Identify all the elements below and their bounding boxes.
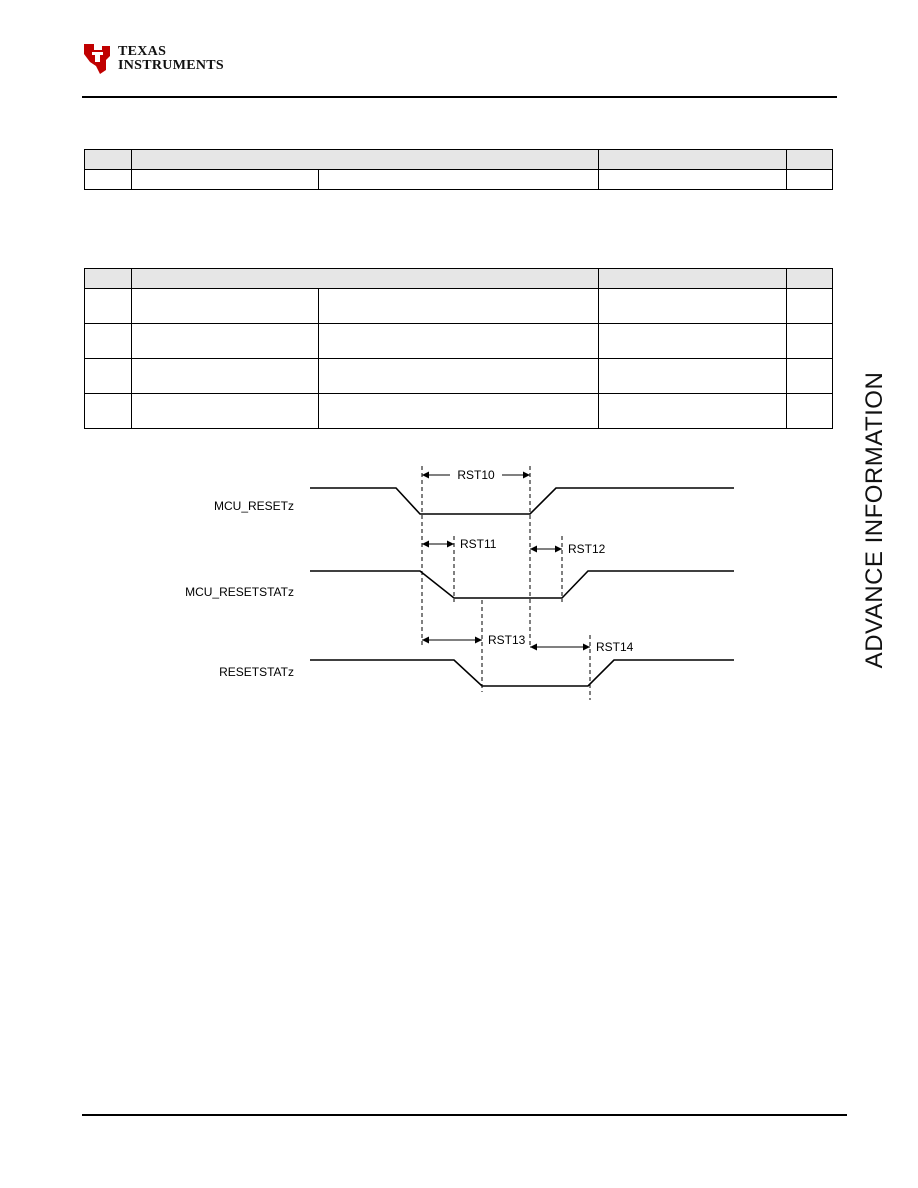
table-cell xyxy=(318,289,599,324)
table-cell xyxy=(787,289,833,324)
table-header-cell xyxy=(131,150,598,170)
header-divider xyxy=(82,96,837,98)
param-label-rst10: RST10 xyxy=(457,468,495,482)
table-cell xyxy=(131,394,318,429)
ti-logo-icon xyxy=(80,40,116,76)
table-cell xyxy=(787,394,833,429)
table-row xyxy=(85,324,833,359)
table-cell xyxy=(131,289,318,324)
table-header-cell xyxy=(85,150,132,170)
param-label-rst14: RST14 xyxy=(596,640,634,654)
table-header-row xyxy=(85,150,833,170)
table-header-cell xyxy=(599,269,787,289)
timing-reference-lines xyxy=(422,466,590,700)
ti-logo xyxy=(80,40,240,82)
table-cell xyxy=(85,394,132,429)
table-cell xyxy=(85,359,132,394)
waveform-mcu-resetz xyxy=(310,488,734,514)
table-row xyxy=(85,394,833,429)
spec-table-2 xyxy=(84,268,833,429)
reset-timing-diagram xyxy=(170,460,750,705)
table-cell xyxy=(131,359,318,394)
table-cell xyxy=(787,324,833,359)
table-cell xyxy=(599,359,787,394)
param-label-rst12: RST12 xyxy=(568,542,606,556)
ti-logo-wordmark xyxy=(118,45,224,73)
table-cell xyxy=(599,289,787,324)
table-header-row xyxy=(85,269,833,289)
table-cell xyxy=(318,170,599,190)
logo-line1: TEXAS xyxy=(118,44,167,59)
table-cell xyxy=(85,170,132,190)
table-header-cell xyxy=(599,150,787,170)
footer-divider xyxy=(82,1114,847,1116)
signal-label-resetstatz: RESETSTATz xyxy=(219,665,294,679)
table-cell xyxy=(599,170,787,190)
table-cell xyxy=(318,359,599,394)
param-label-rst13: RST13 xyxy=(488,633,526,647)
table-cell xyxy=(85,289,132,324)
table-cell xyxy=(131,170,318,190)
table-cell xyxy=(599,324,787,359)
waveform-mcu-resetstatz xyxy=(310,571,734,598)
table-cell xyxy=(318,324,599,359)
logo-line2: INSTRUMENTS xyxy=(118,58,224,73)
table-header-cell xyxy=(131,269,598,289)
table-row xyxy=(85,359,833,394)
table-cell xyxy=(787,359,833,394)
table-row xyxy=(85,289,833,324)
waveform-resetstatz xyxy=(310,660,734,686)
table-row xyxy=(85,170,833,190)
signal-label-mcu-resetz: MCU_RESETz xyxy=(213,499,294,513)
advance-information-banner: ADVANCE INFORMATION xyxy=(861,371,888,669)
table-cell xyxy=(85,324,132,359)
table-header-cell xyxy=(787,269,833,289)
table-header-cell xyxy=(85,269,132,289)
table-cell xyxy=(599,394,787,429)
table-header-cell xyxy=(787,150,833,170)
signal-label-mcu-resetstatz: MCU_RESETSTATz xyxy=(185,585,294,599)
param-label-rst11: RST11 xyxy=(460,537,497,551)
table-cell xyxy=(318,394,599,429)
table-cell xyxy=(131,324,318,359)
table-cell xyxy=(787,170,833,190)
spec-table-1 xyxy=(84,149,833,190)
